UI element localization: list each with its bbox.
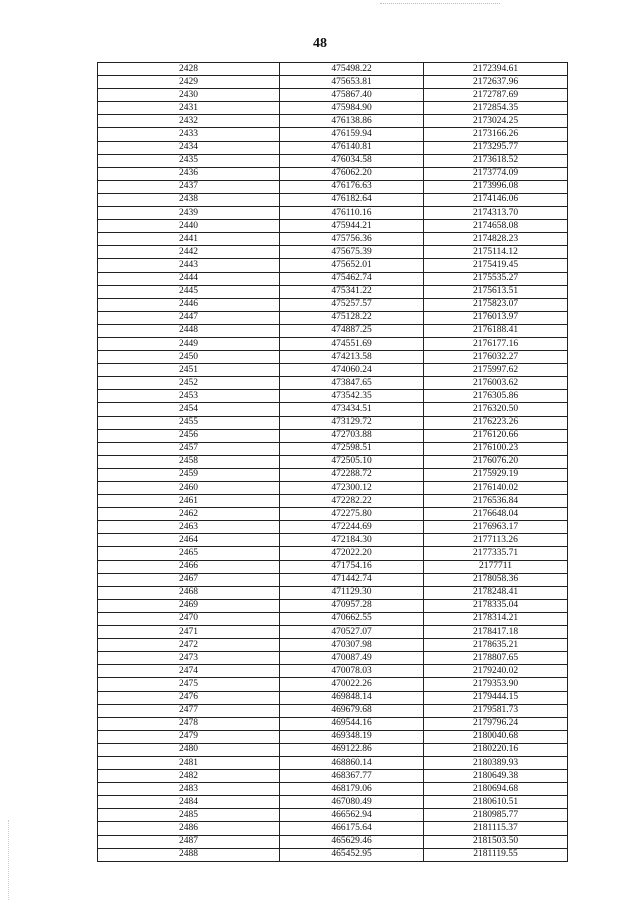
table-row — [98, 743, 568, 756]
x-coordinate-cell: 470307.98 — [280, 639, 424, 652]
x-coordinate-cell: 474551.69 — [280, 337, 424, 350]
x-coordinate-cell: 475462.74 — [280, 272, 424, 285]
point-number-cell: 2464 — [98, 534, 280, 547]
y-coordinate-cell: 2176120.66 — [424, 429, 568, 442]
x-coordinate-cell: 465452.95 — [280, 848, 424, 861]
table-row — [98, 429, 568, 442]
table-row — [98, 76, 568, 89]
x-coordinate-cell: 472244.69 — [280, 521, 424, 534]
scan-artifact-line — [8, 820, 9, 900]
y-coordinate-cell: 2173024.25 — [424, 115, 568, 128]
y-coordinate-cell: 2180610.51 — [424, 796, 568, 809]
point-number-cell: 2465 — [98, 547, 280, 560]
point-number-cell: 2477 — [98, 704, 280, 717]
x-coordinate-cell: 475498.22 — [280, 63, 424, 76]
table-row — [98, 796, 568, 809]
x-coordinate-cell: 469348.19 — [280, 730, 424, 743]
table-row — [98, 482, 568, 495]
point-number-cell: 2468 — [98, 586, 280, 599]
x-coordinate-cell: 472184.30 — [280, 534, 424, 547]
point-number-cell: 2438 — [98, 193, 280, 206]
x-coordinate-cell: 476176.63 — [280, 180, 424, 193]
x-coordinate-cell: 475257.57 — [280, 298, 424, 311]
y-coordinate-cell: 2177113.26 — [424, 534, 568, 547]
table-row — [98, 311, 568, 324]
point-number-cell: 2455 — [98, 416, 280, 429]
table-row — [98, 770, 568, 783]
y-coordinate-cell: 2174146.06 — [424, 193, 568, 206]
y-coordinate-cell: 2176177.16 — [424, 337, 568, 350]
point-number-cell: 2471 — [98, 626, 280, 639]
point-number-cell: 2449 — [98, 337, 280, 350]
x-coordinate-cell: 465629.46 — [280, 835, 424, 848]
table-row — [98, 468, 568, 481]
point-number-cell: 2487 — [98, 835, 280, 848]
x-coordinate-cell: 470078.03 — [280, 665, 424, 678]
x-coordinate-cell: 472300.12 — [280, 482, 424, 495]
x-coordinate-cell: 475653.81 — [280, 76, 424, 89]
x-coordinate-cell: 472505.10 — [280, 455, 424, 468]
y-coordinate-cell: 2176003.62 — [424, 377, 568, 390]
y-coordinate-cell: 2175613.51 — [424, 285, 568, 298]
y-coordinate-cell: 2176140.02 — [424, 482, 568, 495]
y-coordinate-cell: 2178635.21 — [424, 639, 568, 652]
y-coordinate-cell: 2176032.27 — [424, 351, 568, 364]
x-coordinate-cell: 473542.35 — [280, 390, 424, 403]
point-number-cell: 2482 — [98, 770, 280, 783]
table-row — [98, 809, 568, 822]
table-row — [98, 246, 568, 259]
table-row — [98, 377, 568, 390]
x-coordinate-cell: 474887.25 — [280, 324, 424, 337]
table-row — [98, 586, 568, 599]
point-number-cell: 2483 — [98, 783, 280, 796]
x-coordinate-cell: 475128.22 — [280, 311, 424, 324]
x-coordinate-cell: 476140.81 — [280, 141, 424, 154]
table-row — [98, 848, 568, 861]
y-coordinate-cell: 2176305.86 — [424, 390, 568, 403]
point-number-cell: 2473 — [98, 652, 280, 665]
point-number-cell: 2479 — [98, 730, 280, 743]
y-coordinate-cell: 2181115.37 — [424, 822, 568, 835]
point-number-cell: 2476 — [98, 691, 280, 704]
x-coordinate-cell: 473434.51 — [280, 403, 424, 416]
y-coordinate-cell: 2179444.15 — [424, 691, 568, 704]
table-row — [98, 403, 568, 416]
table-row — [98, 730, 568, 743]
y-coordinate-cell: 2179796.24 — [424, 717, 568, 730]
table-row — [98, 573, 568, 586]
x-coordinate-cell: 466175.64 — [280, 822, 424, 835]
x-coordinate-cell: 475984.90 — [280, 102, 424, 115]
y-coordinate-cell: 2176013.97 — [424, 311, 568, 324]
point-number-cell: 2448 — [98, 324, 280, 337]
y-coordinate-cell: 2181503.50 — [424, 835, 568, 848]
point-number-cell: 2452 — [98, 377, 280, 390]
table-row — [98, 102, 568, 115]
x-coordinate-cell: 470527.07 — [280, 626, 424, 639]
x-coordinate-cell: 470662.55 — [280, 612, 424, 625]
table-row — [98, 442, 568, 455]
point-number-cell: 2443 — [98, 259, 280, 272]
point-number-cell: 2469 — [98, 599, 280, 612]
x-coordinate-cell: 471129.30 — [280, 586, 424, 599]
y-coordinate-cell: 2178058.36 — [424, 573, 568, 586]
x-coordinate-cell: 474060.24 — [280, 364, 424, 377]
y-coordinate-cell: 2181119.55 — [424, 848, 568, 861]
point-number-cell: 2439 — [98, 207, 280, 220]
x-coordinate-cell: 471754.16 — [280, 560, 424, 573]
y-coordinate-cell: 2174828.23 — [424, 233, 568, 246]
y-coordinate-cell: 2180220.16 — [424, 743, 568, 756]
x-coordinate-cell: 475867.40 — [280, 89, 424, 102]
y-coordinate-cell: 2173774.09 — [424, 167, 568, 180]
point-number-cell: 2442 — [98, 246, 280, 259]
point-number-cell: 2440 — [98, 220, 280, 233]
table-row — [98, 285, 568, 298]
table-row — [98, 691, 568, 704]
table-row — [98, 180, 568, 193]
y-coordinate-cell: 2180985.77 — [424, 809, 568, 822]
table-row — [98, 835, 568, 848]
point-number-cell: 2485 — [98, 809, 280, 822]
table-row — [98, 167, 568, 180]
table-row — [98, 547, 568, 560]
table-row — [98, 115, 568, 128]
point-number-cell: 2430 — [98, 89, 280, 102]
point-number-cell: 2478 — [98, 717, 280, 730]
point-number-cell: 2475 — [98, 678, 280, 691]
y-coordinate-cell: 2179581.73 — [424, 704, 568, 717]
table-row — [98, 626, 568, 639]
y-coordinate-cell: 2175535.27 — [424, 272, 568, 285]
y-coordinate-cell: 2173618.52 — [424, 154, 568, 167]
y-coordinate-cell: 2176648.04 — [424, 508, 568, 521]
point-number-cell: 2454 — [98, 403, 280, 416]
point-number-cell: 2480 — [98, 743, 280, 756]
table-row — [98, 508, 568, 521]
x-coordinate-cell: 475944.21 — [280, 220, 424, 233]
table-row — [98, 717, 568, 730]
table-row — [98, 416, 568, 429]
y-coordinate-cell: 2172787.69 — [424, 89, 568, 102]
y-coordinate-cell: 2178248.41 — [424, 586, 568, 599]
table-row — [98, 599, 568, 612]
point-number-cell: 2459 — [98, 468, 280, 481]
y-coordinate-cell: 2176188.41 — [424, 324, 568, 337]
point-number-cell: 2432 — [98, 115, 280, 128]
x-coordinate-cell: 471442.74 — [280, 573, 424, 586]
y-coordinate-cell: 2173295.77 — [424, 141, 568, 154]
y-coordinate-cell: 2178807.65 — [424, 652, 568, 665]
y-coordinate-cell: 2175823.07 — [424, 298, 568, 311]
x-coordinate-cell: 473847.65 — [280, 377, 424, 390]
point-number-cell: 2437 — [98, 180, 280, 193]
y-coordinate-cell: 2179240.02 — [424, 665, 568, 678]
point-number-cell: 2484 — [98, 796, 280, 809]
x-coordinate-cell: 476159.94 — [280, 128, 424, 141]
table-row — [98, 207, 568, 220]
table-row — [98, 534, 568, 547]
table-row — [98, 337, 568, 350]
page-number: 48 — [313, 36, 327, 51]
x-coordinate-cell: 470022.26 — [280, 678, 424, 691]
y-coordinate-cell: 2176536.84 — [424, 495, 568, 508]
x-coordinate-cell: 469679.68 — [280, 704, 424, 717]
x-coordinate-cell: 472598.51 — [280, 442, 424, 455]
point-number-cell: 2458 — [98, 455, 280, 468]
table-row — [98, 678, 568, 691]
y-coordinate-cell: 2178314.21 — [424, 612, 568, 625]
table-row — [98, 298, 568, 311]
x-coordinate-cell: 470087.49 — [280, 652, 424, 665]
x-coordinate-cell: 467080.49 — [280, 796, 424, 809]
table-row — [98, 455, 568, 468]
x-coordinate-cell: 472282.22 — [280, 495, 424, 508]
y-coordinate-cell: 2175929.19 — [424, 468, 568, 481]
point-number-cell: 2450 — [98, 351, 280, 364]
x-coordinate-cell: 475756.36 — [280, 233, 424, 246]
y-coordinate-cell: 2174313.70 — [424, 207, 568, 220]
x-coordinate-cell: 476034.58 — [280, 154, 424, 167]
x-coordinate-cell: 474213.58 — [280, 351, 424, 364]
point-number-cell: 2445 — [98, 285, 280, 298]
point-number-cell: 2444 — [98, 272, 280, 285]
table-row — [98, 665, 568, 678]
x-coordinate-cell: 469848.14 — [280, 691, 424, 704]
y-coordinate-cell: 2180389.93 — [424, 756, 568, 769]
x-coordinate-cell: 469544.16 — [280, 717, 424, 730]
point-number-cell: 2463 — [98, 521, 280, 534]
y-coordinate-cell: 2175114.12 — [424, 246, 568, 259]
table-row — [98, 652, 568, 665]
y-coordinate-cell: 2176100.23 — [424, 442, 568, 455]
table-row — [98, 560, 568, 573]
point-number-cell: 2429 — [98, 76, 280, 89]
x-coordinate-cell: 475341.22 — [280, 285, 424, 298]
table-row — [98, 639, 568, 652]
point-number-cell: 2453 — [98, 390, 280, 403]
point-number-cell: 2434 — [98, 141, 280, 154]
table-row — [98, 233, 568, 246]
point-number-cell: 2457 — [98, 442, 280, 455]
table-row — [98, 63, 568, 76]
x-coordinate-cell: 472288.72 — [280, 468, 424, 481]
table-row — [98, 154, 568, 167]
x-coordinate-cell: 476182.64 — [280, 193, 424, 206]
point-number-cell: 2474 — [98, 665, 280, 678]
y-coordinate-cell: 2172854.35 — [424, 102, 568, 115]
point-number-cell: 2466 — [98, 560, 280, 573]
y-coordinate-cell: 2177711 — [424, 560, 568, 573]
x-coordinate-cell: 472703.88 — [280, 429, 424, 442]
table-row — [98, 89, 568, 102]
y-coordinate-cell: 2180694.68 — [424, 783, 568, 796]
y-coordinate-cell: 2180040.68 — [424, 730, 568, 743]
table-row — [98, 783, 568, 796]
point-number-cell: 2456 — [98, 429, 280, 442]
y-coordinate-cell: 2178417.18 — [424, 626, 568, 639]
point-number-cell: 2436 — [98, 167, 280, 180]
point-number-cell: 2462 — [98, 508, 280, 521]
table-row — [98, 324, 568, 337]
x-coordinate-cell: 473129.72 — [280, 416, 424, 429]
coordinates-table — [97, 62, 568, 862]
table-row — [98, 141, 568, 154]
x-coordinate-cell: 469122.86 — [280, 743, 424, 756]
x-coordinate-cell: 476062.20 — [280, 167, 424, 180]
x-coordinate-cell: 475675.39 — [280, 246, 424, 259]
y-coordinate-cell: 2178335.04 — [424, 599, 568, 612]
table-row — [98, 495, 568, 508]
table-row — [98, 272, 568, 285]
scan-artifact-line — [380, 3, 500, 4]
x-coordinate-cell: 468860.14 — [280, 756, 424, 769]
point-number-cell: 2467 — [98, 573, 280, 586]
point-number-cell: 2461 — [98, 495, 280, 508]
point-number-cell: 2446 — [98, 298, 280, 311]
y-coordinate-cell: 2174658.08 — [424, 220, 568, 233]
x-coordinate-cell: 468179.06 — [280, 783, 424, 796]
table-row — [98, 756, 568, 769]
point-number-cell: 2441 — [98, 233, 280, 246]
point-number-cell: 2460 — [98, 482, 280, 495]
table-row — [98, 364, 568, 377]
y-coordinate-cell: 2173166.26 — [424, 128, 568, 141]
point-number-cell: 2428 — [98, 63, 280, 76]
point-number-cell: 2431 — [98, 102, 280, 115]
table-row — [98, 612, 568, 625]
y-coordinate-cell: 2172394.61 — [424, 63, 568, 76]
y-coordinate-cell: 2175997.62 — [424, 364, 568, 377]
y-coordinate-cell: 2176223.26 — [424, 416, 568, 429]
table-row — [98, 351, 568, 364]
point-number-cell: 2470 — [98, 612, 280, 625]
table-row — [98, 390, 568, 403]
x-coordinate-cell: 468367.77 — [280, 770, 424, 783]
point-number-cell: 2433 — [98, 128, 280, 141]
table-row — [98, 822, 568, 835]
y-coordinate-cell: 2179353.90 — [424, 678, 568, 691]
point-number-cell: 2481 — [98, 756, 280, 769]
x-coordinate-cell: 472275.80 — [280, 508, 424, 521]
point-number-cell: 2488 — [98, 848, 280, 861]
y-coordinate-cell: 2175419.45 — [424, 259, 568, 272]
table-row — [98, 704, 568, 717]
x-coordinate-cell: 472022.20 — [280, 547, 424, 560]
y-coordinate-cell: 2176320.50 — [424, 403, 568, 416]
y-coordinate-cell: 2176076.20 — [424, 455, 568, 468]
y-coordinate-cell: 2177335.71 — [424, 547, 568, 560]
x-coordinate-cell: 476110.16 — [280, 207, 424, 220]
y-coordinate-cell: 2180649.38 — [424, 770, 568, 783]
table-row — [98, 220, 568, 233]
point-number-cell: 2486 — [98, 822, 280, 835]
x-coordinate-cell: 475652.01 — [280, 259, 424, 272]
table-row — [98, 521, 568, 534]
table-row — [98, 128, 568, 141]
y-coordinate-cell: 2173996.08 — [424, 180, 568, 193]
point-number-cell: 2435 — [98, 154, 280, 167]
y-coordinate-cell: 2172637.96 — [424, 76, 568, 89]
point-number-cell: 2451 — [98, 364, 280, 377]
x-coordinate-cell: 476138.86 — [280, 115, 424, 128]
y-coordinate-cell: 2176963.17 — [424, 521, 568, 534]
x-coordinate-cell: 470957.28 — [280, 599, 424, 612]
coordinates-table-body — [98, 63, 568, 862]
point-number-cell: 2447 — [98, 311, 280, 324]
table-row — [98, 193, 568, 206]
table-row — [98, 259, 568, 272]
x-coordinate-cell: 466562.94 — [280, 809, 424, 822]
point-number-cell: 2472 — [98, 639, 280, 652]
